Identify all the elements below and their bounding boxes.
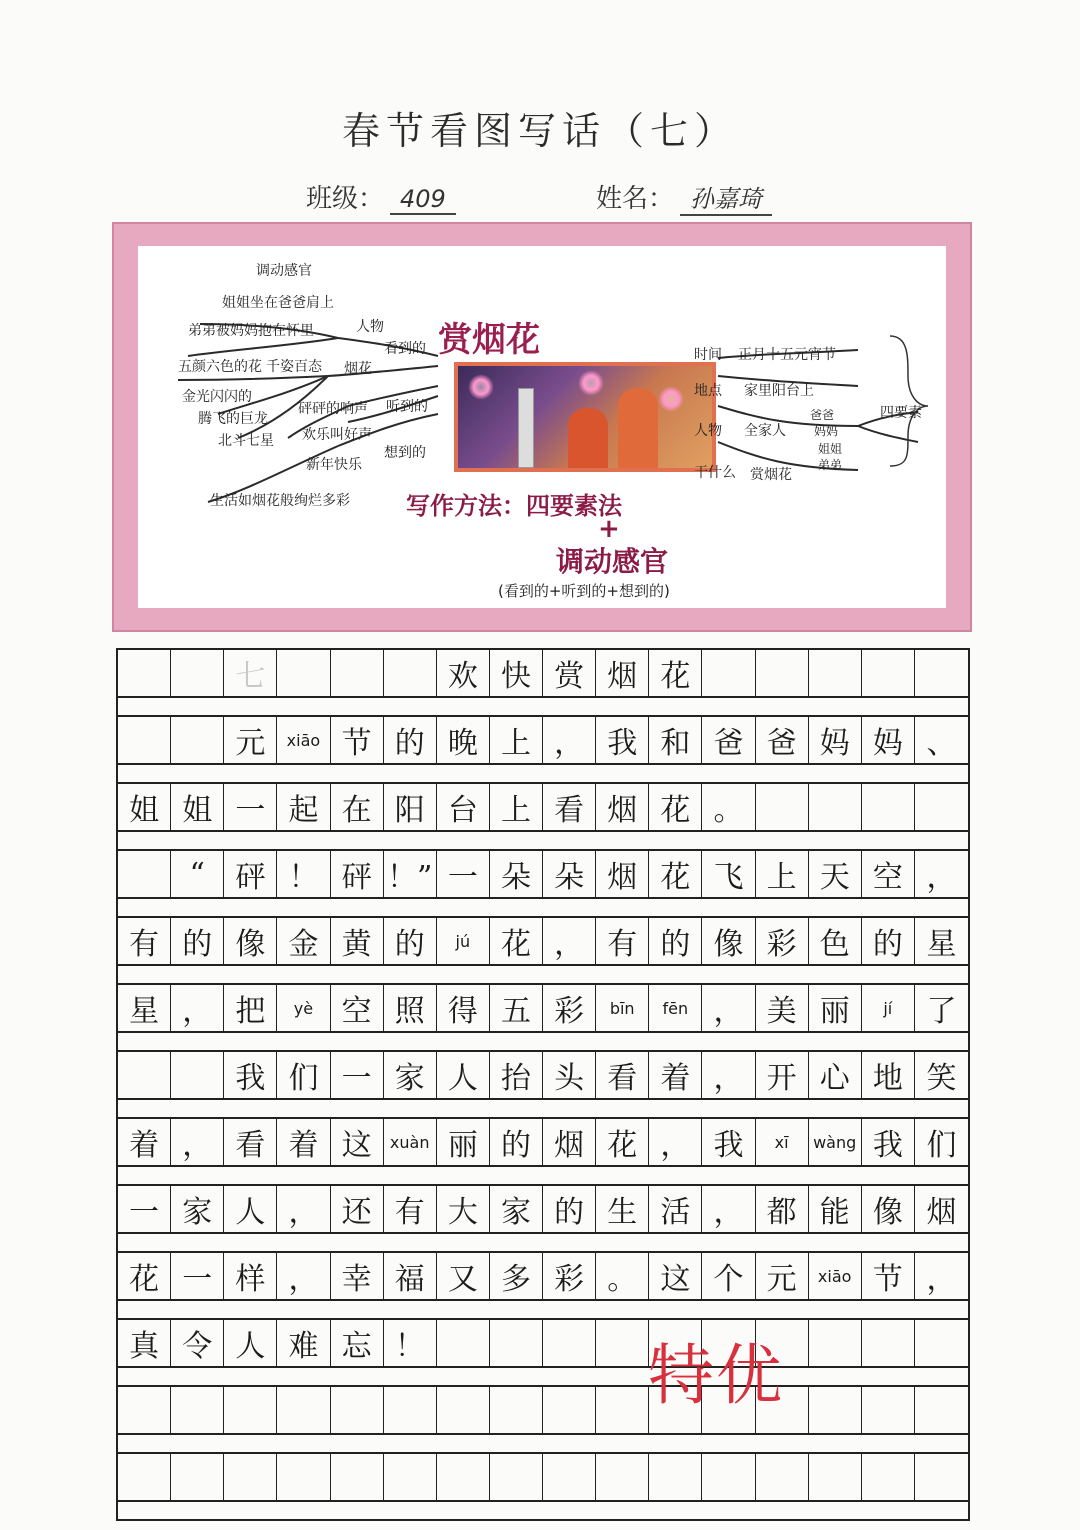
grid-cell — [756, 650, 809, 696]
grid-cell — [118, 717, 171, 763]
grid-cell: 上 — [490, 717, 543, 763]
grid-cell: 烟 — [596, 650, 649, 696]
grid-cell — [543, 1320, 596, 1366]
grid-row — [118, 784, 968, 832]
grid-cell: 的 — [543, 1186, 596, 1232]
grid-cell — [915, 784, 968, 830]
grid-cell: jú — [437, 918, 490, 964]
mm-left-13: 欢乐叫好声 — [302, 427, 372, 443]
grid-cell: 把 — [224, 985, 277, 1031]
grid-cell: ， — [171, 985, 224, 1031]
grid-cell: ！” — [384, 851, 437, 897]
mm-left-12: 听到的 — [386, 399, 428, 415]
grid-cell: 的 — [862, 918, 915, 964]
grid-row — [118, 1454, 968, 1502]
grid-cell: 得 — [437, 985, 490, 1031]
grid-cell: 难 — [277, 1320, 330, 1366]
grid-cell: 五 — [490, 985, 543, 1031]
mm-left-6: 千姿百态 — [266, 359, 322, 375]
grid-cell: 一 — [224, 784, 277, 830]
grid-cell — [543, 1454, 596, 1500]
grid-cell: 像 — [224, 918, 277, 964]
fireworks-illustration — [454, 362, 716, 472]
grid-cell — [915, 650, 968, 696]
grid-cell: 在 — [331, 784, 384, 830]
grid-cell — [862, 1454, 915, 1500]
grid-cell: 花 — [596, 1119, 649, 1165]
mm-right-4: 人物 — [694, 423, 722, 439]
grid-cell — [596, 1387, 649, 1433]
grid-cell: 、 — [926, 726, 957, 761]
grid-cell: 大 — [437, 1186, 490, 1232]
grid-cell: ， — [926, 860, 957, 895]
grid-cell: 能 — [809, 1186, 862, 1232]
mm-left-15: 想到的 — [384, 445, 426, 461]
grid-cell: 元 — [756, 1253, 809, 1299]
grid-cell: 福 — [384, 1253, 437, 1299]
grid-cell: 彩 — [543, 985, 596, 1031]
grid-cell: 这 — [649, 1253, 702, 1299]
grid-cell: 朵 — [543, 851, 596, 897]
grid-cell: 有 — [596, 918, 649, 964]
grid-cell — [915, 1387, 968, 1433]
grid-cell: 一 — [331, 1052, 384, 1098]
method-note: (看到的+听到的+想到的) — [498, 582, 670, 600]
grid-row-gap — [118, 1033, 968, 1052]
mm-right-12: 四要素 — [880, 405, 922, 421]
grid-cell: 活 — [649, 1186, 702, 1232]
grid-cell: 上 — [490, 784, 543, 830]
grid-cell: bīn — [596, 985, 649, 1031]
grid-cell: 们 — [926, 1128, 957, 1163]
grid-cell: 还 — [331, 1186, 384, 1232]
name-info — [596, 178, 772, 216]
grid-cell: xiāo — [277, 717, 330, 763]
grid-cell — [490, 1320, 543, 1366]
grid-cell — [756, 784, 809, 830]
grid-cell: 飞 — [702, 851, 755, 897]
mm-left-1: 姐姐坐在爸爸肩上 — [222, 295, 334, 311]
grid-cell — [596, 1320, 649, 1366]
grid-cell: 个 — [702, 1253, 755, 1299]
grid-row-gap — [118, 966, 968, 985]
grid-cell: 一 — [437, 851, 490, 897]
grid-cell: wàng — [809, 1119, 862, 1165]
grid-cell: 色 — [809, 918, 862, 964]
grid-cell — [915, 1320, 968, 1366]
grid-cell: 节 — [331, 717, 384, 763]
grid-cell — [437, 1387, 490, 1433]
grid-cell: 人 — [224, 1320, 277, 1366]
grid-row-gap — [118, 1234, 968, 1253]
grid-cell — [118, 1387, 171, 1433]
grid-cell — [809, 1454, 862, 1500]
grid-cell — [809, 1320, 862, 1366]
grid-cell — [171, 1454, 224, 1500]
grid-cell: 又 — [437, 1253, 490, 1299]
grid-cell: 黄 — [331, 918, 384, 964]
mm-left-4: 看到的 — [384, 341, 426, 357]
grid-row — [118, 1387, 968, 1435]
mm-right-5: 全家人 — [744, 423, 786, 439]
mm-right-10: 干什么 — [694, 465, 736, 481]
grid-row — [118, 1052, 968, 1100]
grid-cell: 抬 — [490, 1052, 543, 1098]
grid-cell — [171, 650, 224, 696]
grid-cell: 家 — [171, 1186, 224, 1232]
mm-left-0: 调动感官 — [256, 263, 312, 279]
grid-cell: 看 — [596, 1052, 649, 1098]
method-plus: + — [598, 514, 620, 544]
grid-cell: 家 — [490, 1186, 543, 1232]
mm-right-2: 地点 — [694, 383, 722, 399]
grid-cell: 烟 — [596, 784, 649, 830]
grid-cell: ， — [171, 1119, 224, 1165]
class-info — [306, 178, 456, 215]
grid-cell: 上 — [756, 851, 809, 897]
grid-cell: 着 — [277, 1119, 330, 1165]
grid-cell: 笑 — [926, 1061, 957, 1096]
grid-cell — [809, 1387, 862, 1433]
grid-cell: 花 — [118, 1253, 171, 1299]
grid-cell: 晚 — [437, 717, 490, 763]
grid-cell: 我 — [224, 1052, 277, 1098]
grid-cell: 花 — [649, 851, 702, 897]
grid-cell: ， — [702, 1052, 755, 1098]
grid-cell — [224, 1387, 277, 1433]
grid-cell: 像 — [702, 918, 755, 964]
grid-cell — [756, 1454, 809, 1500]
grid-cell: ， — [702, 1186, 755, 1232]
grid-cell: 开 — [756, 1052, 809, 1098]
grid-cell — [118, 1052, 171, 1098]
page-title: 春节看图写话（七） — [341, 109, 738, 153]
grid-cell — [171, 1052, 224, 1098]
grid-cell — [702, 650, 755, 696]
grid-cell — [809, 650, 862, 696]
grid-cell: 花 — [649, 784, 702, 830]
grid-cell — [171, 717, 224, 763]
grid-cell: 起 — [277, 784, 330, 830]
method2-label: 调动感官 — [556, 545, 669, 578]
grid-row-gap — [118, 832, 968, 851]
grid-cell: 的 — [649, 918, 702, 964]
grid-cell: “ — [171, 851, 224, 897]
grid-row-gap — [118, 1301, 968, 1320]
mm-left-8: 金光闪闪的 — [182, 389, 252, 405]
mm-left-7: 烟花 — [344, 361, 372, 377]
grid-row-gap — [118, 698, 968, 717]
grid-cell: 爸 — [756, 717, 809, 763]
grid-cell — [384, 1387, 437, 1433]
grid-cell: 星 — [118, 985, 171, 1031]
grid-cell: 真 — [118, 1320, 171, 1366]
mm-left-9: 腾飞的巨龙 — [198, 411, 268, 427]
grid-cell: 的 — [490, 1119, 543, 1165]
grid-cell: 。 — [702, 784, 755, 830]
grid-cell — [118, 1454, 171, 1500]
grid-cell — [118, 851, 171, 897]
grid-cell: 忘 — [331, 1320, 384, 1366]
grid-cell: 多 — [490, 1253, 543, 1299]
grid-cell — [277, 650, 330, 696]
mm-right-8: 姐姐 — [818, 442, 843, 456]
mm-right-6: 爸爸 — [810, 408, 835, 422]
grid-cell: 天 — [809, 851, 862, 897]
grid-cell: 的 — [384, 717, 437, 763]
grid-cell: 赏 — [543, 650, 596, 696]
grid-cell: ， — [543, 717, 596, 763]
mm-left-14: 新年快乐 — [306, 457, 362, 473]
grid-cell: 烟 — [596, 851, 649, 897]
grid-cell — [331, 1387, 384, 1433]
grid-cell — [437, 1454, 490, 1500]
grid-cell: 都 — [756, 1186, 809, 1232]
grid-cell — [331, 1454, 384, 1500]
grid-cell: 们 — [277, 1052, 330, 1098]
grid-row-gap — [118, 1100, 968, 1119]
grid-cell: 我 — [596, 717, 649, 763]
grid-cell: 人 — [224, 1186, 277, 1232]
mm-left-11: 砰砰的响声 — [298, 401, 368, 417]
grid-cell: 朵 — [490, 851, 543, 897]
grid-cell: 的 — [384, 918, 437, 964]
mm-right-0: 时间 — [694, 347, 722, 363]
grid-cell: yè — [277, 985, 330, 1031]
grid-cell — [862, 784, 915, 830]
grid-cell: 心 — [809, 1052, 862, 1098]
grid-cell: 彩 — [756, 918, 809, 964]
grid-row — [118, 985, 968, 1033]
grid-cell — [862, 650, 915, 696]
grid-cell — [809, 784, 862, 830]
mm-right-7: 妈妈 — [814, 424, 839, 438]
grid-cell: 有 — [384, 1186, 437, 1232]
grid-cell: 着 — [118, 1119, 171, 1165]
grid-cell: 丽 — [809, 985, 862, 1031]
grid-cell: 花 — [649, 650, 702, 696]
grid-cell — [862, 1320, 915, 1366]
mm-right-9: 弟弟 — [818, 458, 843, 472]
grid-cell: ， — [277, 1186, 330, 1232]
grid-cell: 阳 — [384, 784, 437, 830]
grid-cell: fēn — [649, 985, 702, 1031]
grid-cell: ， — [277, 1253, 330, 1299]
grid-cell: 丽 — [437, 1119, 490, 1165]
grid-cell — [277, 1387, 330, 1433]
grid-row — [118, 1320, 968, 1368]
grid-cell: 我 — [702, 1119, 755, 1165]
grid-cell — [384, 650, 437, 696]
grid-cell: 美 — [756, 985, 809, 1031]
grid-cell: 看 — [224, 1119, 277, 1165]
grid-cell: 我 — [862, 1119, 915, 1165]
grid-cell: 一 — [118, 1186, 171, 1232]
grid-cell: 这 — [331, 1119, 384, 1165]
grid-cell: 元 — [224, 717, 277, 763]
grade-stamp: 特优 — [648, 1337, 784, 1414]
grid-cell: 人 — [437, 1052, 490, 1098]
name-label: 姓名： — [596, 184, 675, 214]
grid-cell — [437, 1320, 490, 1366]
mm-right-1: 正月十五元宵节 — [738, 347, 836, 363]
grid-cell — [490, 1387, 543, 1433]
grid-cell — [277, 1454, 330, 1500]
grid-cell: 看 — [543, 784, 596, 830]
grid-row — [118, 717, 968, 765]
grid-cell: ， — [702, 985, 755, 1031]
method-label: 写作方法：四要素法 — [406, 491, 622, 520]
class-value: 409 — [390, 185, 456, 215]
grid-cell: 家 — [384, 1052, 437, 1098]
grid-cell: ！ — [384, 1320, 437, 1366]
grid-cell: 着 — [649, 1052, 702, 1098]
grid-cell: 生 — [596, 1186, 649, 1232]
grid-row — [118, 1253, 968, 1301]
mindmap-center-title: 赏烟花 — [438, 320, 540, 360]
grid-cell — [490, 1454, 543, 1500]
grid-row-gap — [118, 1368, 968, 1387]
grid-cell: 和 — [649, 717, 702, 763]
name-value: 孙嘉琦 — [680, 179, 772, 216]
grid-cell: 有 — [118, 918, 171, 964]
mm-left-3: 人物 — [356, 319, 384, 335]
grid-row-gap — [118, 1167, 968, 1186]
grid-row — [118, 1119, 968, 1167]
grid-cell: 幸 — [331, 1253, 384, 1299]
grid-cell: 头 — [543, 1052, 596, 1098]
grid-cell: 像 — [862, 1186, 915, 1232]
grid-cell — [915, 1454, 968, 1500]
grid-cell: 台 — [437, 784, 490, 830]
grid-cell: 照 — [384, 985, 437, 1031]
grid-cell: 了 — [926, 994, 957, 1029]
grid-cell — [224, 1454, 277, 1500]
class-label: 班级： — [306, 184, 385, 214]
mm-right-3: 家里阳台上 — [744, 383, 814, 399]
grid-cell: 烟 — [926, 1195, 957, 1230]
grid-cell: 花 — [490, 918, 543, 964]
grid-cell: 样 — [224, 1253, 277, 1299]
grid-cell: 妈 — [862, 717, 915, 763]
grid-row — [118, 1186, 968, 1234]
grid-cell: 烟 — [543, 1119, 596, 1165]
mm-left-10: 北斗七星 — [218, 433, 274, 449]
grid-cell — [384, 1454, 437, 1500]
mm-left-2: 弟弟被妈妈抱在怀里 — [188, 323, 314, 339]
grid-row — [118, 851, 968, 899]
grid-cell: 妈 — [809, 717, 862, 763]
grid-cell — [118, 650, 171, 696]
grid-cell: jí — [862, 985, 915, 1031]
grid-cell — [862, 1387, 915, 1433]
grid-row — [118, 918, 968, 966]
mindmap-card — [112, 222, 972, 632]
grid-cell: xuàn — [384, 1119, 437, 1165]
mindmap-canvas — [138, 246, 946, 608]
grid-cell: 节 — [862, 1253, 915, 1299]
grid-cell: 星 — [926, 927, 957, 962]
grid-row-gap — [118, 1435, 968, 1454]
mm-right-11: 赏烟花 — [750, 467, 792, 483]
grid-cell: ， — [543, 918, 596, 964]
grid-cell: 。 — [596, 1253, 649, 1299]
grid-cell — [649, 1454, 702, 1500]
grid-cell: 砰 — [331, 851, 384, 897]
grid-cell: 姐 — [118, 784, 171, 830]
grid-cell: 空 — [862, 851, 915, 897]
grid-cell — [171, 1387, 224, 1433]
grid-cell — [702, 1454, 755, 1500]
grid-cell: 七 — [224, 650, 277, 696]
grid-cell: 令 — [171, 1320, 224, 1366]
grid-cell: 一 — [171, 1253, 224, 1299]
grid-cell — [543, 1387, 596, 1433]
grid-cell: 地 — [862, 1052, 915, 1098]
grid-cell: 欢 — [437, 650, 490, 696]
grid-cell: xī — [756, 1119, 809, 1165]
grid-cell: 彩 — [543, 1253, 596, 1299]
grid-cell: 姐 — [171, 784, 224, 830]
writing-grid — [116, 648, 970, 1521]
grid-row — [118, 650, 968, 698]
grid-cell: xiāo — [809, 1253, 862, 1299]
grid-cell: 金 — [277, 918, 330, 964]
grid-cell: ！ — [277, 851, 330, 897]
mm-left-16: 生活如烟花般绚烂多彩 — [210, 493, 350, 509]
grid-cell: ， — [649, 1119, 702, 1165]
grid-cell — [596, 1454, 649, 1500]
grid-row-gap — [118, 1502, 968, 1519]
grid-cell: 砰 — [224, 851, 277, 897]
grid-cell: 的 — [171, 918, 224, 964]
grid-cell: 快 — [490, 650, 543, 696]
mm-left-5: 五颜六色的花 — [178, 359, 262, 375]
grid-cell: 爸 — [702, 717, 755, 763]
grid-row-gap — [118, 899, 968, 918]
grid-cell: ， — [926, 1262, 957, 1297]
grid-cell: 空 — [331, 985, 384, 1031]
grid-cell — [331, 650, 384, 696]
grid-row-gap — [118, 765, 968, 784]
